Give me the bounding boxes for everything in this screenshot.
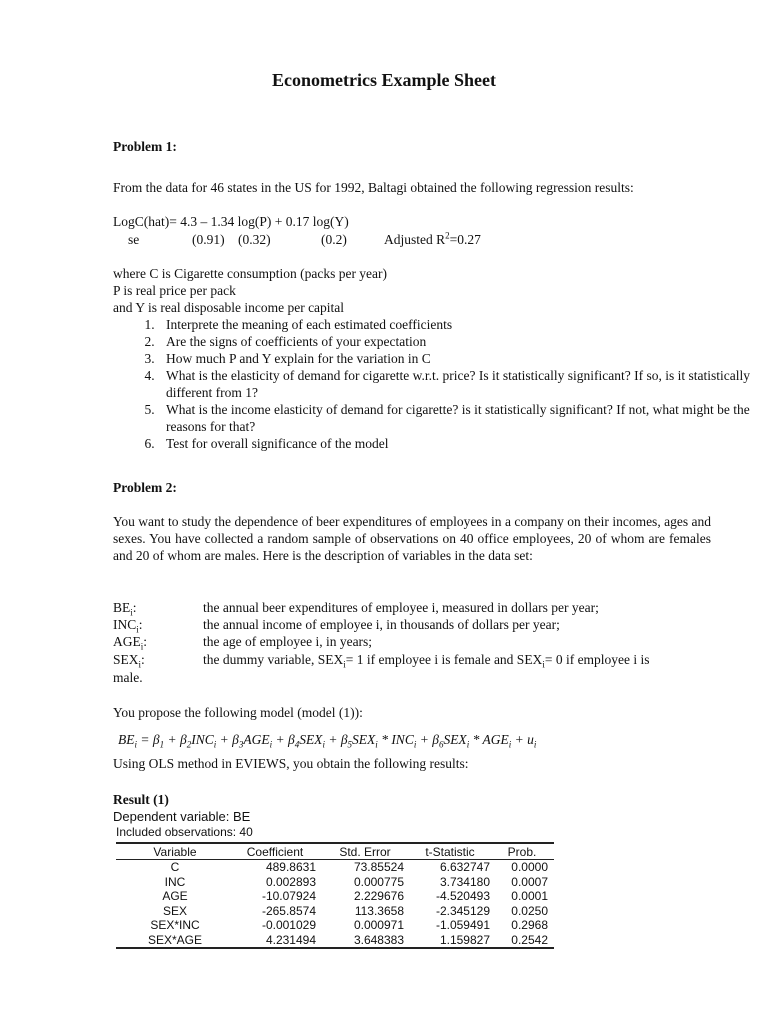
table-cell: 113.3658	[354, 903, 404, 918]
table-cell: 0.2542	[496, 933, 554, 949]
table-cell: 0.0250	[511, 903, 548, 918]
se-value-2: (0.32)	[238, 232, 271, 247]
table-cell: 0.0001	[511, 889, 548, 904]
table-cell: 6.632747	[439, 860, 490, 875]
table-row	[116, 875, 554, 890]
table-cell: 0.000971	[353, 918, 404, 933]
column-header: Coefficient	[234, 843, 326, 860]
table-cell: -0.001029	[261, 918, 316, 933]
included-observations: Included observations: 40	[116, 825, 253, 839]
table-cell: 2.229676	[353, 889, 404, 904]
adjusted-r2: Adjusted $R^2=0.27$	[384, 230, 481, 247]
table-cell: 3.648383	[326, 933, 410, 949]
table-cell: 489.8631	[265, 860, 316, 875]
table-cell: 0.0000	[511, 860, 548, 875]
variable-age-name: $AGE_i$:	[113, 634, 148, 652]
page-title: Econometrics Example Sheet	[272, 70, 496, 90]
table-cell: SEX*AGE	[116, 933, 234, 949]
table-cell: -4.520493	[435, 889, 490, 904]
regression-results-table	[116, 842, 554, 949]
question-item: 1. Interprete the meaning of each estimated coefficients	[158, 316, 762, 333]
variable-sex-desc-cont: male.	[113, 670, 143, 685]
variable-be-desc: the annual beer expenditures of employee i, measured in dollars per year;	[203, 600, 599, 615]
problem1-intro: From the data for 46 states in the US for 1992, Baltagi obtained the following regression results:	[113, 180, 634, 195]
table-cell: 0.0007	[511, 874, 548, 889]
problem1-questions	[112, 316, 762, 452]
table-cell: SEX*INC	[150, 918, 200, 933]
question-item: 2. Are the signs of coefficients of your expectation	[158, 333, 762, 350]
table-cell: -2.345129	[435, 903, 490, 918]
table-cell: -10.07924	[261, 889, 316, 904]
table-cell: 0.002893	[265, 874, 316, 889]
question-item: 5. What is the income elasticity of demand for cigarette? is it statistically significant? If not, what might be the reasons for that?	[158, 401, 762, 435]
table-row	[116, 933, 554, 949]
column-header: Std. Error	[326, 843, 410, 860]
ols-intro: Using OLS method in EVIEWS, you obtain the following results:	[113, 756, 469, 771]
variable-sex-name: $SEX_i$:	[113, 652, 145, 670]
table-cell: 73.85524	[353, 860, 404, 875]
question-item: 4. What is the elasticity of demand for cigarette w.r.t. price? Is it statistically significant? If so, is it statistically different from 1?	[158, 367, 762, 401]
question-item: 6. Test for overall significance of the model	[158, 435, 762, 452]
se-value-3: (0.2)	[321, 232, 347, 247]
definition-p: P is real price per pack	[113, 283, 236, 298]
variable-be-name: $BE_i$:	[113, 600, 137, 618]
table-cell: INC	[164, 874, 186, 889]
table-cell: 1.159827	[410, 933, 496, 949]
variable-inc-name: $INC_i$:	[113, 617, 143, 635]
table-row	[116, 904, 554, 919]
table-cell: 4.231494	[234, 933, 326, 949]
definition-c: where C is Cigarette consumption (packs per year)	[113, 266, 388, 281]
regression-equation: LogC(hat)= 4.3 – 1.34 log(P) + 0.17 log(Y)	[113, 214, 349, 229]
table-cell: -1.059491	[435, 918, 490, 933]
column-header: t-Statistic	[410, 843, 496, 860]
column-header: Variable	[116, 843, 234, 860]
problem1-heading: Problem 1:	[113, 139, 177, 154]
table-cell: 0.2968	[511, 918, 548, 933]
result1-heading: Result (1)	[113, 792, 169, 807]
table-cell: 0.000775	[353, 874, 404, 889]
question-item: 3. How much P and Y explain for the variation in C	[158, 350, 762, 367]
table-row	[116, 860, 554, 875]
variable-sex-desc: the dummy variable, $SEX_i= 1$ if employee i is female and $SEX_i= 0$ if employee i is	[203, 652, 650, 670]
se-value-1: (0.91)	[192, 232, 225, 247]
table-cell: C	[170, 860, 180, 875]
model-equation: $BE_i = \beta_1 + \beta_2INC_i + \beta_3AGE_i + \beta_4SEX_i + \beta_5SEX_i * INC_i + \beta_6SEX_i * AGE_i + u_i$	[118, 732, 537, 750]
variable-age-desc: the age of employee i, in years;	[203, 634, 373, 649]
dependent-variable: Dependent variable: BE	[113, 809, 251, 824]
table-cell: -265.8574	[261, 903, 316, 918]
problem2-heading: Problem 2:	[113, 480, 177, 495]
table-cell: 3.734180	[439, 874, 490, 889]
table-header-row	[116, 843, 554, 860]
model-intro: You propose the following model (model (1)):	[113, 705, 363, 720]
definition-y: and Y is real disposable income per capital	[113, 300, 345, 315]
variable-inc-desc: the annual income of employee i, in thousands of dollars per year;	[203, 617, 560, 632]
se-label: se	[128, 232, 140, 247]
problem2-intro: You want to study the dependence of beer expenditures of employees in a company on their incomes, ages and sexes. You have collected a random sample of observations on 40 office employees, 20 of whom are females and 20 of whom are males. Here is the description of variables in the data set:	[113, 514, 711, 563]
table-row	[116, 889, 554, 904]
table-cell: SEX	[162, 903, 187, 918]
column-header: Prob.	[496, 843, 554, 860]
table-cell: AGE	[162, 889, 188, 904]
table-row	[116, 918, 554, 933]
